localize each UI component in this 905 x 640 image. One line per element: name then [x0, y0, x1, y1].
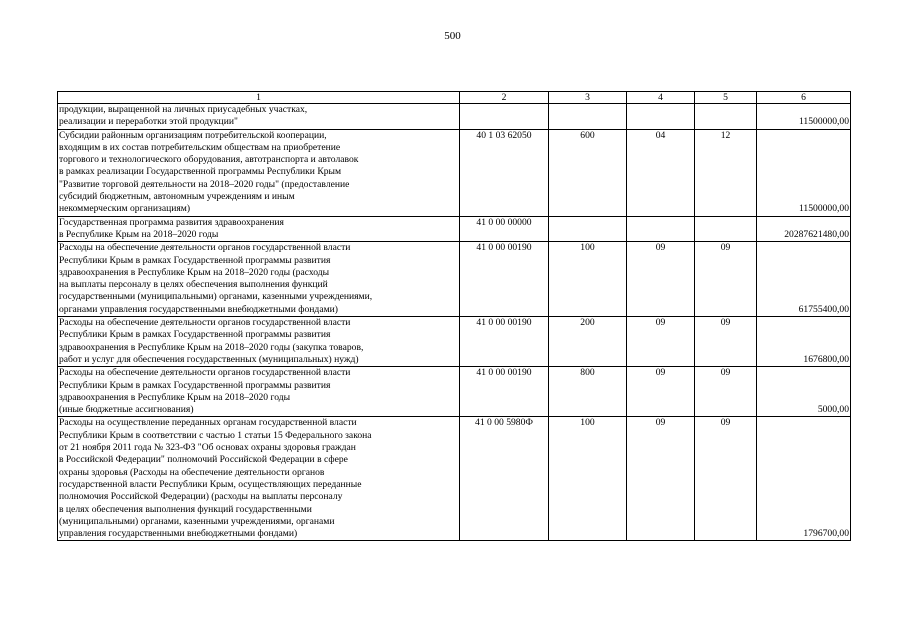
page-number: 500 — [444, 30, 461, 42]
target-article-code: 41 0 00 00000 — [460, 216, 549, 242]
target-article-code: 41 0 00 5980Ф — [460, 417, 549, 541]
expense-type-code: 800 — [549, 367, 627, 417]
row-description: Расходы на осуществление переданных органам государственной власти Республики Крым в соответствии с частью 1 статьи 15 Федерального закона от 21 ноября 2011 года № 323-ФЗ "Об основах охраны здоровья граждан в Российской Федерации" полномочий Российской Федерации в сфере охраны здоровья (Расходы на обеспечение деятельности органов государственной власти Республики Крым, осуществляющих переданные полномочия Российской Федерации) (расходы на выплаты персоналу в целях обеспечения выполнения функций государственными (муниципальными) органами, казенными учреждениями, органами управления государственными внебюджетными фондами) — [58, 417, 460, 541]
target-article-code: 40 1 03 62050 — [460, 129, 549, 216]
table-row — [58, 367, 851, 417]
row-description: Расходы на обеспечение деятельности органов государственной власти Республики Крым в рамках Государственной программы развития здравоохранения в Республике Крым на 2018–2020 годы (закупка товаров, работ и услуг для обеспечения государственных (муниципальных) нужд) — [58, 317, 460, 367]
amount-value: 11500000,00 — [757, 129, 851, 216]
amount-value: 11500000,00 — [757, 104, 851, 130]
target-article-code — [460, 104, 549, 130]
section-code: 09 — [627, 367, 695, 417]
table-row — [58, 104, 851, 130]
column-header: 3 — [549, 92, 627, 104]
amount-value: 1676800,00 — [757, 317, 851, 367]
expense-type-code — [549, 104, 627, 130]
section-code — [627, 216, 695, 242]
amount-value: 61755400,00 — [757, 242, 851, 317]
subsection-code: 09 — [695, 242, 757, 317]
subsection-code: 09 — [695, 367, 757, 417]
section-code — [627, 104, 695, 130]
table-row — [58, 417, 851, 541]
row-description: Субсидии районным организациям потребительской кооперации, входящим в их состав потребительским обществам на приобретение торгового и технологического оборудования, автотранспорта и автолавок в рамках реализации Государственной программы Республики Крым "Развитие торговой деятельности на 2018–2020 годы" (предоставление субсидий бюджетным, автономным учреждениям и иным некоммерческим организациям) — [58, 129, 460, 216]
subsection-code — [695, 216, 757, 242]
amount-value: 5000,00 — [757, 367, 851, 417]
subsection-code: 12 — [695, 129, 757, 216]
budget-table — [57, 91, 851, 541]
section-code: 09 — [627, 242, 695, 317]
section-code: 04 — [627, 129, 695, 216]
column-header: 1 — [58, 92, 460, 104]
amount-value: 1796700,00 — [757, 417, 851, 541]
subsection-code: 09 — [695, 317, 757, 367]
column-header: 5 — [695, 92, 757, 104]
table-row — [58, 317, 851, 367]
column-header: 4 — [627, 92, 695, 104]
header-row — [58, 92, 851, 104]
table-row — [58, 216, 851, 242]
subsection-code — [695, 104, 757, 130]
table-row — [58, 242, 851, 317]
section-code: 09 — [627, 317, 695, 367]
row-description: продукции, выращенной на личных приусадебных участках, реализации и переработки этой продукции" — [58, 104, 460, 130]
row-description: Государственная программа развития здравоохранения в Республике Крым на 2018–2020 годы — [58, 216, 460, 242]
expense-type-code: 100 — [549, 242, 627, 317]
expense-type-code — [549, 216, 627, 242]
expense-type-code: 200 — [549, 317, 627, 367]
target-article-code: 41 0 00 00190 — [460, 317, 549, 367]
column-header: 6 — [757, 92, 851, 104]
section-code: 09 — [627, 417, 695, 541]
row-description: Расходы на обеспечение деятельности органов государственной власти Республики Крым в рамках Государственной программы развития здравоохранения в Республике Крым на 2018–2020 годы (расходы на выплаты персоналу в целях обеспечения выполнения функций государственными (муниципальными) органами, казенными учреждениями, органами управления государственными внебюджетными фондами) — [58, 242, 460, 317]
expense-type-code: 600 — [549, 129, 627, 216]
subsection-code: 09 — [695, 417, 757, 541]
table-row — [58, 129, 851, 216]
target-article-code: 41 0 00 00190 — [460, 367, 549, 417]
target-article-code: 41 0 00 00190 — [460, 242, 549, 317]
column-header: 2 — [460, 92, 549, 104]
expense-type-code: 100 — [549, 417, 627, 541]
amount-value: 20287621480,00 — [757, 216, 851, 242]
row-description: Расходы на обеспечение деятельности органов государственной власти Республики Крым в рамках Государственной программы развития здравоохранения в Республике Крым на 2018–2020 годы (иные бюджетные ассигнования) — [58, 367, 460, 417]
